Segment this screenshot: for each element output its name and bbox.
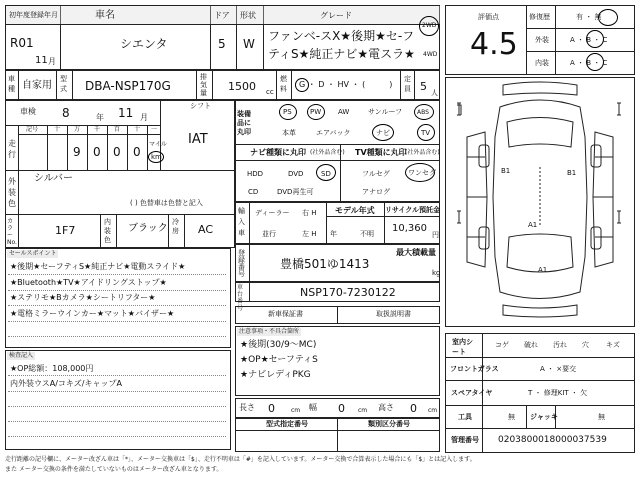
equip-abs: ABS xyxy=(417,109,429,116)
inspection-month-unit: 月 xyxy=(140,113,148,122)
sales-point-line-3: ★ステリモ★Bカメラ★シートリフター★ xyxy=(10,293,156,302)
tv-sub: (社外品含む) xyxy=(405,149,440,156)
length-unit: cm xyxy=(291,407,301,414)
ac-value: AC xyxy=(198,223,214,236)
grade-value-line2: ティS★純正ナビ★電スラ★ xyxy=(268,47,415,61)
seat-item-tear: 破れ xyxy=(524,341,538,349)
notes-line-2: ★OP★セーフティS xyxy=(240,355,318,365)
model-year-unit: 年 xyxy=(330,230,337,238)
displacement-label: 排気量 xyxy=(200,73,207,97)
shape-value: W xyxy=(243,37,255,51)
height-value: 0 xyxy=(410,402,417,415)
displacement-value: 1500 xyxy=(228,80,256,93)
warranty-label: 新車保証書 xyxy=(268,310,303,318)
category-label: 類別区分番号 xyxy=(368,420,410,428)
inspector-line-2: 内外装ウスA/コキズ/キャップA xyxy=(10,379,122,388)
reg-year-label: 初年度登録年月 xyxy=(9,11,58,19)
car-name-value: シエンタ xyxy=(120,37,168,51)
reg-year-value: R01 xyxy=(10,36,34,50)
color-code-label: カラーNo. xyxy=(7,218,17,246)
footer-line-2: また メーター交換の条件を満たしていないものはメーター改ざん車となります。 xyxy=(5,466,223,473)
chassis-value: NSP170-7230122 xyxy=(300,286,396,299)
interior-color-value: ブラック xyxy=(128,223,168,234)
length-value: 0 xyxy=(268,402,275,415)
tool-value: 無 xyxy=(508,413,515,421)
capacity-value: 5 xyxy=(420,80,427,93)
interior-score-options: A ・ B ・ C xyxy=(570,59,608,67)
grade-value-line1: ファンベ-スX★後期★セ-フ xyxy=(268,29,415,43)
tool-label: 工具 xyxy=(458,413,472,421)
reg-month-unit: 月 xyxy=(48,57,56,66)
mileage-col-3: 千 xyxy=(94,126,101,133)
capacity-label: 定員 xyxy=(404,75,411,93)
notes-line-3: ★ナビレディPKG xyxy=(240,370,311,380)
chassis-label: 車台番号 xyxy=(237,284,244,312)
color-code-value: 1F7 xyxy=(55,224,76,237)
tv-analog: アナログ xyxy=(362,188,390,196)
footer-line-1: 走行距離の記号欄に、メーター改ざん車は「*」、メーター交換車は「$」、走行不明車は「#」を記入しています。メーター交換で合算表示した場合にも「$」とは記入します。 xyxy=(5,456,476,463)
import-right: 右 H xyxy=(302,209,317,217)
mile-label: マイル xyxy=(149,141,167,148)
exterior-score-label: 外装 xyxy=(535,36,549,44)
tv-oneseg: ワンセグ xyxy=(408,169,436,177)
navi-dvd-play: DVD再生可 xyxy=(277,188,314,196)
max-load-kg: kg xyxy=(432,269,441,277)
manage-value: 0203800018000037539 xyxy=(498,435,607,445)
diagram-mark-b1-left: B1 xyxy=(501,167,511,175)
mileage-col-1: 十 xyxy=(54,126,61,133)
import-label: 輸入車 xyxy=(238,207,245,237)
import-parallel: 並行 xyxy=(262,230,276,238)
mileage-col-6: 一 xyxy=(151,126,158,133)
fuel-label: 燃料 xyxy=(280,75,287,93)
exterior-value: シルバー xyxy=(34,173,74,184)
recycle-yen: 円 xyxy=(432,231,439,239)
equipment-title: 装備品に丸印 xyxy=(237,110,251,136)
jack-label: ジャッキ xyxy=(530,413,558,421)
repair-options: 有 ・ 無 xyxy=(576,13,602,21)
mileage-col-5: 十 xyxy=(134,126,141,133)
manage-label: 管理番号 xyxy=(451,436,479,444)
equip-navi: ナビ xyxy=(376,129,390,137)
diagram-mark-a1-center: A1 xyxy=(528,221,538,229)
exterior-score-options: A ・ B ・ C xyxy=(570,36,608,44)
fourwd-label: 4WD xyxy=(423,51,438,58)
score-label: 評価点 xyxy=(478,13,499,21)
km-label: km xyxy=(151,153,162,161)
model-year-label: モデル年式 xyxy=(335,206,375,215)
spare-value: T ・ 修理KIT ・ 欠 xyxy=(528,389,588,397)
type-no-label: 型式指定番号 xyxy=(266,420,308,428)
max-load-label: 最大積載量 xyxy=(396,248,436,257)
score-value: 4.5 xyxy=(470,27,518,62)
glass-label: フロントガラス xyxy=(450,365,499,373)
registration-label: 登録番号 xyxy=(238,249,245,278)
exterior-label: 外装色 xyxy=(8,177,16,208)
notes-line-1: ★後期(30/9～MC) xyxy=(240,340,317,350)
model-label: 型式 xyxy=(60,75,67,93)
navi-sd: SD xyxy=(321,170,331,178)
cc-unit: cc xyxy=(266,88,274,96)
twowd-label: 2WD xyxy=(422,22,437,29)
recycle-value: 10,360 xyxy=(392,223,427,234)
seat-item-stain: 汚れ xyxy=(553,341,567,349)
type-label: 車種 xyxy=(8,75,15,93)
model-year-unknown: 不明 xyxy=(360,230,374,238)
equip-aw: AW xyxy=(338,108,350,116)
reg-month-value: 11 xyxy=(35,55,48,66)
fuel-value: G ・ D ・ HV ・ ( ) xyxy=(299,80,393,89)
equip-ps: PS xyxy=(283,108,292,116)
ac-label: 冷房 xyxy=(172,218,179,235)
mileage-col-4: 百 xyxy=(114,126,121,133)
navi-cd: CD xyxy=(248,188,259,196)
manual-label: 取扱説明書 xyxy=(376,310,411,318)
door-label: ドア xyxy=(214,11,230,20)
mileage-col-2: 万 xyxy=(74,126,81,133)
tv-fullseg: フルセグ xyxy=(362,170,390,178)
diagram-mark-a1-rear: A1 xyxy=(538,266,548,274)
door-value: 5 xyxy=(218,37,226,51)
mileage-digit-2: 0 xyxy=(113,145,121,159)
width-label: 幅 xyxy=(309,403,317,412)
diagram-mark-b1-right: B1 xyxy=(567,169,577,177)
navi-hdd: HDD xyxy=(247,170,264,178)
mileage-col-0: 記号 xyxy=(26,126,39,133)
inspection-month: 11 xyxy=(118,106,134,120)
inspector-label: 検査記入 xyxy=(9,352,34,359)
inspection-year: 8 xyxy=(62,106,70,120)
recycle-label: リサイクル預託金 xyxy=(385,206,441,214)
interior-score-label: 内装 xyxy=(535,59,549,67)
navi-title: ナビ種類に丸印 xyxy=(250,148,306,157)
seat-item-scratch: キズ xyxy=(606,341,620,349)
mileage-label: 走行 xyxy=(8,139,16,159)
car-name-label: 車名 xyxy=(95,10,115,21)
spare-label: スペアタイヤ xyxy=(451,389,493,397)
width-unit: cm xyxy=(358,407,368,414)
exterior-note: ( ) 色替車は色替と記入 xyxy=(130,199,203,207)
car-diagram xyxy=(445,77,635,327)
width-value: 0 xyxy=(338,402,345,415)
sales-point-line-1: ★後期★セーフティS★純正ナビ★電動スライド★ xyxy=(10,262,186,271)
height-unit: cm xyxy=(428,407,438,414)
navi-sub: (社外品含む) xyxy=(310,149,345,156)
seat-item-hole: 穴 xyxy=(582,341,589,349)
shift-label: シフト xyxy=(190,102,211,110)
type-value: 自家用 xyxy=(22,80,52,91)
repair-label: 修復歴 xyxy=(529,13,550,21)
notes-label: 注意事項・不具合箇所 xyxy=(239,328,300,335)
equip-tv: TV xyxy=(421,129,431,137)
inspector-line-1: ★OP総額：108,000円 xyxy=(10,364,94,373)
equip-airbag: エアバック xyxy=(316,129,351,137)
height-label: 高さ xyxy=(378,403,394,412)
tv-title: TV種類に丸印 xyxy=(355,148,407,157)
inspection-label: 車検 xyxy=(20,107,36,116)
jack-value: 無 xyxy=(598,413,605,421)
seat-item-burn: コゲ xyxy=(495,341,509,349)
shape-label: 形状 xyxy=(240,11,256,20)
mileage-digit-0: 9 xyxy=(73,145,81,159)
import-left: 左 H xyxy=(302,230,317,238)
equip-sunroof: サンルーフ xyxy=(368,108,403,116)
glass-value: A ・ ×要交 xyxy=(540,365,577,373)
mileage-digit-3: 0 xyxy=(133,145,141,159)
capacity-unit: 人 xyxy=(431,89,438,97)
registration-value: 豊橋501ゆ1413 xyxy=(280,257,370,271)
inspection-year-unit: 年 xyxy=(96,113,104,122)
grade-label: グレード xyxy=(320,11,352,20)
seat-label: 室内シート xyxy=(452,338,473,356)
sales-point-line-2: ★Bluetooth★TV★アイドリングストップ★ xyxy=(10,278,167,287)
length-label: 長さ xyxy=(239,403,255,412)
mileage-digit-1: 0 xyxy=(93,145,101,159)
navi-dvd: DVD xyxy=(288,170,304,178)
sales-point-line-4: ★電格ミラーウインカー★マット★バイザー★ xyxy=(10,309,175,318)
interior-color-label: 内装色 xyxy=(104,218,111,244)
shift-value: IAT xyxy=(188,132,208,147)
sales-point-label: セールスポイント xyxy=(9,250,57,257)
model-value: DBA-NSP170G xyxy=(85,79,171,93)
equip-leather: 本革 xyxy=(282,129,296,137)
import-dealer: ディーラー xyxy=(255,209,290,217)
equip-pw: PW xyxy=(310,108,322,116)
